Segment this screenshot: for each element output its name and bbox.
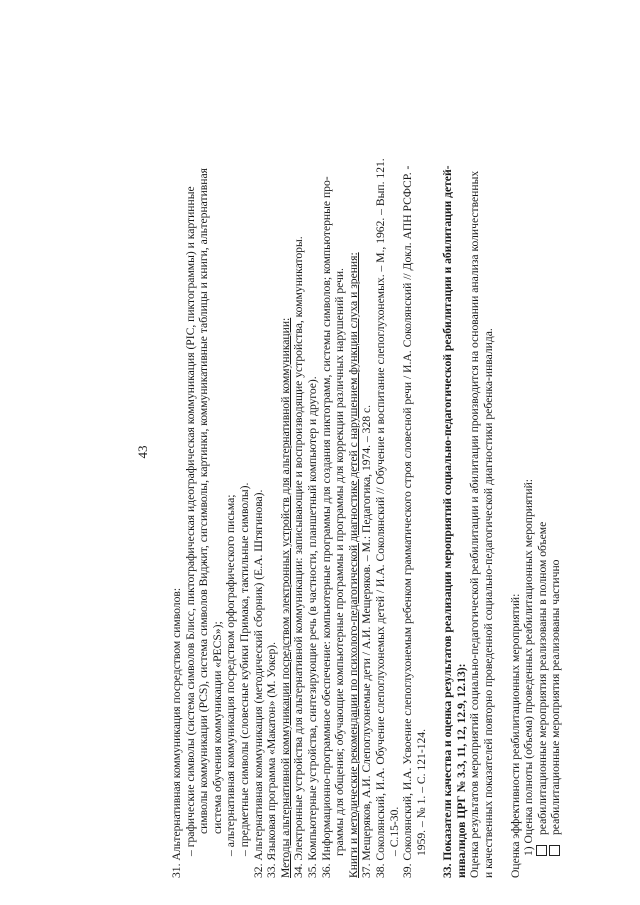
section-33-title: 33. Показатели качества и оценка результатов реализации мероприятий социально-педагогической реабилитации и абилитации детей- — [441, 165, 455, 878]
section-33-body: Оценка результатов мероприятий социально-педагогической реабилитации и абилитации производится на основании анализа количественных — [468, 170, 482, 878]
list-line: 39. Соколянский, И.А. Усвоение слепоглухонемым ребенком грамматического строя словесной речи / И.А. Соколянский // Докл. АПН РСФСР. - — [401, 165, 415, 878]
list-line: 33. Языковая программа «Макатон» (М. Уокер). — [265, 641, 279, 878]
evaluation-heading: Оценка эффективности реабилитационных мероприятий: — [508, 593, 522, 878]
list-line: 38. Соколянский, И.А. Обучение слепоглухонемых детей / И.А. Соколянский // Обучение и воспитание слепоглухонемых. – М., 1962. – Вып. 121. — [373, 158, 387, 878]
list-line: – предметные символы (словесные кубики Примака, тактильные символы). — [237, 482, 251, 856]
list-line: 31. Альтернативная коммуникация посредством символов: — [170, 587, 183, 878]
list-line: 1959. – № 1. – С. 121-124. — [414, 729, 428, 856]
reference-list — [170, 18, 428, 878]
section-heading-underlined: Книги и методические рекомендации по психолого-педагогической диагностике детей с нарушением функции слуха и зрения: — [346, 252, 360, 878]
section-33-body-cont: и качественных показателей повторно проведенной социально-педагогической диагностики ребенка-инвалида. — [482, 328, 496, 878]
list-line: граммы для общения; обучающие компьютерные программы и программы для коррекции различных нарушений речи. — [333, 268, 347, 856]
checkbox-icon[interactable] — [549, 845, 560, 856]
evaluation-item-1: 1) Оценка полноты (объема) проведенных реабилитационных мероприятий: — [522, 478, 536, 856]
list-line: – С.15-30. — [387, 806, 401, 856]
option-label: реабилитационные мероприятия реализованы в полном объеме — [535, 521, 549, 835]
list-line: 37. Мещеряков, А.И. Слепоглухонемые дети / А.И. Мещеряков. – М.: Педагогика, 1974. – 328 с. — [360, 405, 374, 878]
list-line: система обучения коммуникации «PECS»); — [210, 621, 224, 834]
option-label: реабилитационные мероприятия реализованы частично — [549, 559, 563, 835]
evaluation-option — [536, 18, 550, 878]
list-line: символы коммуникации (PCS), система символов Виджит, сигсимволы, картинки, коммуникативные таблицы и книги, альтернативная — [197, 168, 211, 834]
list-line: 35. Компьютерные устройства, синтезирующие речь (в частности, планшетный компьютер и другое). — [305, 376, 319, 878]
page-number: 43 — [135, 445, 150, 459]
list-line: 36. Информационно-программное обеспечение: компьютерные программы для создания пиктограмм, системы символов; компьютерные про- — [319, 176, 333, 878]
evaluation-option — [549, 18, 563, 878]
list-line: – графические символы (система символов Блисс, пиктографическая идеографическая коммуникация (PIC, пиктограммы) и картинные — [183, 186, 197, 856]
section-heading-underlined: Методы альтернативной коммуникации посредством электронных устройств для альтернативной коммуникации: — [278, 317, 292, 878]
list-line: – альтернативная коммуникация посредством орфографического письма; — [224, 494, 238, 856]
list-line: 34. Электронные устройства для альтернативной коммуникации: записывающие и воспроизводящие устройства, коммуникаторы. — [292, 236, 306, 878]
page-content — [170, 18, 563, 878]
checkbox-icon[interactable] — [536, 845, 547, 856]
section-33-title-cont: инвалидов ЦРГ № 3.3, 11, 12, 12.9, 12.13): — [454, 663, 468, 878]
document-page — [130, 12, 563, 892]
list-line: 32. Альтернативная коммуникация (методический сборник) (Е.А. Штягинова). — [251, 489, 265, 878]
